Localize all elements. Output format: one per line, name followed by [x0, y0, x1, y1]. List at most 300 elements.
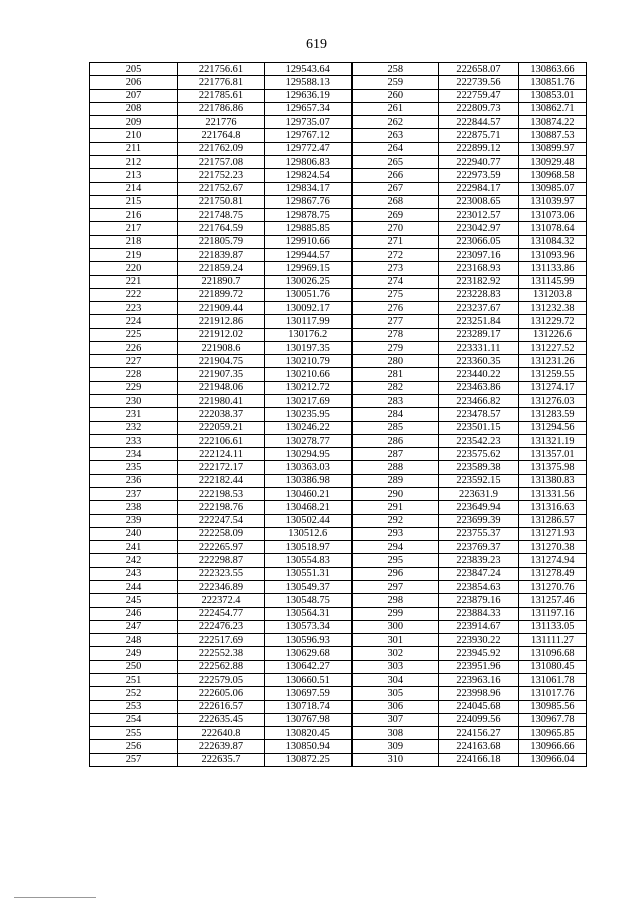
table-cell-x-coordinate: 221750.81 [178, 195, 265, 208]
table-cell-point-number: 229 [90, 381, 178, 394]
table-cell-point-number: 248 [90, 634, 178, 647]
table-row [90, 235, 587, 248]
table-cell-x-coordinate: 222940.77 [439, 155, 519, 168]
table-cell-point-number: 215 [90, 195, 178, 208]
table-cell-x-coordinate: 222106.61 [178, 434, 265, 447]
table-cell-point-number: 242 [90, 554, 178, 567]
table-cell-point-number: 298 [352, 594, 439, 607]
table-cell-x-coordinate: 223589.38 [439, 461, 519, 474]
table-cell-y-coordinate: 131278.49 [519, 567, 587, 580]
table-cell-point-number: 295 [352, 554, 439, 567]
table-cell-point-number: 306 [352, 700, 439, 713]
table-row [90, 527, 587, 540]
table-cell-point-number: 230 [90, 395, 178, 408]
table-cell-point-number: 281 [352, 368, 439, 381]
table-cell-y-coordinate: 130887.53 [519, 129, 587, 142]
table-cell-y-coordinate: 130217.69 [265, 395, 352, 408]
table-cell-y-coordinate: 130548.75 [265, 594, 352, 607]
table-cell-point-number: 253 [90, 700, 178, 713]
table-cell-x-coordinate: 223930.22 [439, 634, 519, 647]
table-row [90, 408, 587, 421]
table-cell-x-coordinate: 222454.77 [178, 607, 265, 620]
table-cell-point-number: 258 [352, 63, 439, 76]
table-cell-x-coordinate: 222198.76 [178, 501, 265, 514]
table-cell-y-coordinate: 131226.6 [519, 328, 587, 341]
table-cell-point-number: 274 [352, 275, 439, 288]
table-cell-y-coordinate: 130968.58 [519, 169, 587, 182]
table-row [90, 155, 587, 168]
table-cell-y-coordinate: 130985.07 [519, 182, 587, 195]
table-cell-y-coordinate: 129657.34 [265, 102, 352, 115]
table-cell-point-number: 283 [352, 395, 439, 408]
table-cell-y-coordinate: 130212.72 [265, 381, 352, 394]
table-cell-y-coordinate: 130863.66 [519, 63, 587, 76]
table-cell-point-number: 226 [90, 341, 178, 354]
table-cell-x-coordinate: 223592.15 [439, 474, 519, 487]
table-cell-x-coordinate: 222172.17 [178, 461, 265, 474]
table-cell-point-number: 246 [90, 607, 178, 620]
table-cell-x-coordinate: 221839.87 [178, 248, 265, 261]
table-cell-x-coordinate: 221764.8 [178, 129, 265, 142]
table-cell-x-coordinate: 223575.62 [439, 448, 519, 461]
table-cell-point-number: 216 [90, 209, 178, 222]
table-cell-point-number: 304 [352, 673, 439, 686]
table-cell-y-coordinate: 130929.48 [519, 155, 587, 168]
table-cell-point-number: 222 [90, 288, 178, 301]
table-cell-y-coordinate: 130092.17 [265, 302, 352, 315]
table-cell-y-coordinate: 131227.52 [519, 341, 587, 354]
table-cell-y-coordinate: 130966.04 [519, 753, 587, 766]
table-cell-x-coordinate: 222552.38 [178, 647, 265, 660]
table-row [90, 474, 587, 487]
table-cell-x-coordinate: 222298.87 [178, 554, 265, 567]
table-cell-x-coordinate: 222635.7 [178, 753, 265, 766]
table-cell-point-number: 265 [352, 155, 439, 168]
table-cell-x-coordinate: 223649.94 [439, 501, 519, 514]
table-row [90, 753, 587, 766]
table-cell-y-coordinate: 131073.06 [519, 209, 587, 222]
table-cell-point-number: 276 [352, 302, 439, 315]
table-cell-y-coordinate: 131093.96 [519, 248, 587, 261]
table-cell-x-coordinate: 222639.87 [178, 740, 265, 753]
table-cell-y-coordinate: 130642.27 [265, 660, 352, 673]
table-cell-point-number: 286 [352, 434, 439, 447]
table-cell-x-coordinate: 223699.39 [439, 514, 519, 527]
table-cell-x-coordinate: 222739.56 [439, 76, 519, 89]
table-cell-x-coordinate: 223839.23 [439, 554, 519, 567]
table-cell-point-number: 252 [90, 687, 178, 700]
table-cell-x-coordinate: 223463.86 [439, 381, 519, 394]
table-cell-point-number: 302 [352, 647, 439, 660]
table-cell-point-number: 299 [352, 607, 439, 620]
table-cell-point-number: 260 [352, 89, 439, 102]
table-cell-point-number: 218 [90, 235, 178, 248]
table-cell-y-coordinate: 129806.83 [265, 155, 352, 168]
table-cell-x-coordinate: 221980.41 [178, 395, 265, 408]
table-cell-point-number: 206 [90, 76, 178, 89]
table-cell-point-number: 288 [352, 461, 439, 474]
table-cell-y-coordinate: 130850.94 [265, 740, 352, 753]
table-cell-y-coordinate: 130629.68 [265, 647, 352, 660]
table-cell-y-coordinate: 130460.21 [265, 488, 352, 501]
table-cell-x-coordinate: 223228.83 [439, 288, 519, 301]
table-cell-x-coordinate: 222247.54 [178, 514, 265, 527]
table-row [90, 248, 587, 261]
table-cell-y-coordinate: 130851.76 [519, 76, 587, 89]
table-row [90, 607, 587, 620]
table-row [90, 580, 587, 593]
table-cell-point-number: 310 [352, 753, 439, 766]
table-cell-point-number: 266 [352, 169, 439, 182]
table-cell-x-coordinate: 221890.7 [178, 275, 265, 288]
table-cell-point-number: 271 [352, 235, 439, 248]
table-cell-y-coordinate: 129834.17 [265, 182, 352, 195]
table-cell-y-coordinate: 131203.8 [519, 288, 587, 301]
table-cell-point-number: 256 [90, 740, 178, 753]
table-row [90, 687, 587, 700]
table-cell-point-number: 225 [90, 328, 178, 341]
table-cell-x-coordinate: 223012.57 [439, 209, 519, 222]
table-cell-x-coordinate: 223914.67 [439, 620, 519, 633]
table-cell-x-coordinate: 222372.4 [178, 594, 265, 607]
table-cell-y-coordinate: 130966.66 [519, 740, 587, 753]
table-cell-point-number: 205 [90, 63, 178, 76]
table-cell-x-coordinate: 223008.65 [439, 195, 519, 208]
table-cell-point-number: 209 [90, 116, 178, 129]
table-cell-point-number: 211 [90, 142, 178, 155]
table-row [90, 76, 587, 89]
table-cell-point-number: 290 [352, 488, 439, 501]
table-cell-point-number: 262 [352, 116, 439, 129]
table-cell-x-coordinate: 223097.16 [439, 248, 519, 261]
table-cell-x-coordinate: 223998.96 [439, 687, 519, 700]
table-cell-point-number: 284 [352, 408, 439, 421]
table-cell-x-coordinate: 222476.23 [178, 620, 265, 633]
table-cell-point-number: 219 [90, 248, 178, 261]
table-cell-y-coordinate: 130502.44 [265, 514, 352, 527]
table-row [90, 195, 587, 208]
table-cell-y-coordinate: 130518.97 [265, 541, 352, 554]
table-cell-x-coordinate: 222635.45 [178, 713, 265, 726]
table-cell-y-coordinate: 131080.45 [519, 660, 587, 673]
table-cell-y-coordinate: 130549.37 [265, 580, 352, 593]
table-cell-y-coordinate: 130660.51 [265, 673, 352, 686]
table-cell-point-number: 221 [90, 275, 178, 288]
table-cell-x-coordinate: 222899.12 [439, 142, 519, 155]
table-cell-y-coordinate: 130554.83 [265, 554, 352, 567]
table-cell-x-coordinate: 223884.33 [439, 607, 519, 620]
table-cell-point-number: 207 [90, 89, 178, 102]
table-row [90, 514, 587, 527]
table-cell-x-coordinate: 221764.59 [178, 222, 265, 235]
table-row [90, 620, 587, 633]
table-cell-point-number: 231 [90, 408, 178, 421]
table-cell-y-coordinate: 130718.74 [265, 700, 352, 713]
table-cell-y-coordinate: 131331.56 [519, 488, 587, 501]
table-cell-y-coordinate: 129910.66 [265, 235, 352, 248]
table-cell-y-coordinate: 130197.35 [265, 341, 352, 354]
table-cell-x-coordinate: 224045.68 [439, 700, 519, 713]
table-cell-point-number: 267 [352, 182, 439, 195]
table-row [90, 142, 587, 155]
table-cell-point-number: 223 [90, 302, 178, 315]
table-cell-x-coordinate: 221786.86 [178, 102, 265, 115]
table-cell-x-coordinate: 223501.15 [439, 421, 519, 434]
table-cell-point-number: 291 [352, 501, 439, 514]
table-cell-point-number: 241 [90, 541, 178, 554]
table-row [90, 700, 587, 713]
table-cell-y-coordinate: 130468.21 [265, 501, 352, 514]
table-cell-point-number: 232 [90, 421, 178, 434]
table-cell-point-number: 234 [90, 448, 178, 461]
table-cell-y-coordinate: 131061.78 [519, 673, 587, 686]
table-cell-y-coordinate: 131321.19 [519, 434, 587, 447]
table-cell-y-coordinate: 129867.76 [265, 195, 352, 208]
table-row [90, 275, 587, 288]
table-cell-x-coordinate: 223854.63 [439, 580, 519, 593]
table-cell-y-coordinate: 130386.98 [265, 474, 352, 487]
table-cell-point-number: 251 [90, 673, 178, 686]
coordinates-table [89, 62, 587, 767]
table-cell-y-coordinate: 129969.15 [265, 262, 352, 275]
table-cell-y-coordinate: 130967.78 [519, 713, 587, 726]
table-cell-x-coordinate: 223542.23 [439, 434, 519, 447]
table-row [90, 381, 587, 394]
table-cell-x-coordinate: 222875.71 [439, 129, 519, 142]
table-cell-point-number: 233 [90, 434, 178, 447]
table-cell-point-number: 238 [90, 501, 178, 514]
table-cell-point-number: 287 [352, 448, 439, 461]
table-cell-y-coordinate: 131133.05 [519, 620, 587, 633]
table-row [90, 102, 587, 115]
table-cell-x-coordinate: 223360.35 [439, 355, 519, 368]
table-row [90, 341, 587, 354]
table-cell-point-number: 220 [90, 262, 178, 275]
table-cell-x-coordinate: 224163.68 [439, 740, 519, 753]
table-cell-x-coordinate: 222182.44 [178, 474, 265, 487]
table-cell-point-number: 273 [352, 262, 439, 275]
table-cell-x-coordinate: 223440.22 [439, 368, 519, 381]
table-cell-point-number: 278 [352, 328, 439, 341]
table-cell-y-coordinate: 130872.25 [265, 753, 352, 766]
table-cell-y-coordinate: 131197.16 [519, 607, 587, 620]
table-cell-x-coordinate: 222809.73 [439, 102, 519, 115]
table-cell-x-coordinate: 222562.88 [178, 660, 265, 673]
table-cell-y-coordinate: 131133.86 [519, 262, 587, 275]
table-row [90, 567, 587, 580]
table-cell-y-coordinate: 131316.63 [519, 501, 587, 514]
table-cell-point-number: 255 [90, 727, 178, 740]
table-cell-point-number: 300 [352, 620, 439, 633]
table-row [90, 673, 587, 686]
table-cell-x-coordinate: 223951.96 [439, 660, 519, 673]
table-cell-point-number: 237 [90, 488, 178, 501]
table-cell-y-coordinate: 129588.13 [265, 76, 352, 89]
table-cell-x-coordinate: 223182.92 [439, 275, 519, 288]
table-cell-y-coordinate: 129944.57 [265, 248, 352, 261]
table-cell-y-coordinate: 129885.85 [265, 222, 352, 235]
table-cell-x-coordinate: 222973.59 [439, 169, 519, 182]
table-cell-point-number: 224 [90, 315, 178, 328]
table-row [90, 647, 587, 660]
table-cell-point-number: 217 [90, 222, 178, 235]
table-cell-point-number: 213 [90, 169, 178, 182]
table-cell-x-coordinate: 221776.81 [178, 76, 265, 89]
table-cell-point-number: 244 [90, 580, 178, 593]
table-cell-y-coordinate: 130246.22 [265, 421, 352, 434]
table-cell-point-number: 250 [90, 660, 178, 673]
table-cell-x-coordinate: 223631.9 [439, 488, 519, 501]
table-cell-x-coordinate: 222265.97 [178, 541, 265, 554]
table-row [90, 634, 587, 647]
table-cell-point-number: 210 [90, 129, 178, 142]
table-cell-point-number: 277 [352, 315, 439, 328]
table-cell-point-number: 208 [90, 102, 178, 115]
table-cell-point-number: 275 [352, 288, 439, 301]
table-cell-y-coordinate: 130117.99 [265, 315, 352, 328]
table-cell-x-coordinate: 221752.67 [178, 182, 265, 195]
table-row [90, 421, 587, 434]
table-cell-x-coordinate: 222038.37 [178, 408, 265, 421]
table-cell-y-coordinate: 131271.93 [519, 527, 587, 540]
table-cell-x-coordinate: 221762.09 [178, 142, 265, 155]
table-cell-point-number: 292 [352, 514, 439, 527]
table-cell-point-number: 264 [352, 142, 439, 155]
table-cell-y-coordinate: 130026.25 [265, 275, 352, 288]
table-row [90, 315, 587, 328]
table-cell-point-number: 254 [90, 713, 178, 726]
table-cell-point-number: 272 [352, 248, 439, 261]
table-row [90, 116, 587, 129]
table-cell-x-coordinate: 222658.07 [439, 63, 519, 76]
table-cell-y-coordinate: 130512.6 [265, 527, 352, 540]
table-cell-point-number: 293 [352, 527, 439, 540]
table-cell-y-coordinate: 131259.55 [519, 368, 587, 381]
table-cell-y-coordinate: 131078.64 [519, 222, 587, 235]
table-cell-y-coordinate: 129772.47 [265, 142, 352, 155]
table-cell-x-coordinate: 222323.55 [178, 567, 265, 580]
table-cell-x-coordinate: 223168.93 [439, 262, 519, 275]
table-row [90, 182, 587, 195]
table-cell-point-number: 307 [352, 713, 439, 726]
table-cell-y-coordinate: 131357.01 [519, 448, 587, 461]
table-cell-x-coordinate: 221908.6 [178, 341, 265, 354]
table-cell-y-coordinate: 131283.59 [519, 408, 587, 421]
table-cell-y-coordinate: 131380.83 [519, 474, 587, 487]
footnote-divider [14, 897, 96, 898]
table-cell-y-coordinate: 131084.32 [519, 235, 587, 248]
table-cell-point-number: 263 [352, 129, 439, 142]
table-cell-y-coordinate: 131096.68 [519, 647, 587, 660]
table-cell-x-coordinate: 222346.89 [178, 580, 265, 593]
table-cell-x-coordinate: 221904.75 [178, 355, 265, 368]
table-cell-point-number: 212 [90, 155, 178, 168]
table-cell-point-number: 239 [90, 514, 178, 527]
table-cell-point-number: 249 [90, 647, 178, 660]
table-row [90, 554, 587, 567]
table-cell-point-number: 289 [352, 474, 439, 487]
table-row [90, 89, 587, 102]
table-cell-y-coordinate: 131229.72 [519, 315, 587, 328]
coordinates-table-body [90, 63, 587, 767]
table-cell-x-coordinate: 222616.57 [178, 700, 265, 713]
table-cell-y-coordinate: 131017.76 [519, 687, 587, 700]
table-cell-x-coordinate: 222759.47 [439, 89, 519, 102]
table-cell-x-coordinate: 222984.17 [439, 182, 519, 195]
table-cell-x-coordinate: 223237.67 [439, 302, 519, 315]
table-row [90, 209, 587, 222]
table-cell-y-coordinate: 130899.97 [519, 142, 587, 155]
table-cell-point-number: 301 [352, 634, 439, 647]
table-cell-y-coordinate: 131270.76 [519, 580, 587, 593]
table-cell-point-number: 257 [90, 753, 178, 766]
table-cell-y-coordinate: 130573.34 [265, 620, 352, 633]
table-cell-point-number: 282 [352, 381, 439, 394]
table-cell-y-coordinate: 130551.31 [265, 567, 352, 580]
table-cell-x-coordinate: 223251.84 [439, 315, 519, 328]
table-cell-x-coordinate: 223755.37 [439, 527, 519, 540]
table-row [90, 395, 587, 408]
table-cell-point-number: 270 [352, 222, 439, 235]
table-cell-point-number: 279 [352, 341, 439, 354]
table-cell-y-coordinate: 131270.38 [519, 541, 587, 554]
table-row [90, 222, 587, 235]
table-row [90, 368, 587, 381]
table-cell-y-coordinate: 129767.12 [265, 129, 352, 142]
table-cell-y-coordinate: 130278.77 [265, 434, 352, 447]
table-cell-point-number: 296 [352, 567, 439, 580]
table-cell-point-number: 269 [352, 209, 439, 222]
table-cell-y-coordinate: 130985.56 [519, 700, 587, 713]
table-cell-x-coordinate: 222258.09 [178, 527, 265, 540]
table-cell-y-coordinate: 129878.75 [265, 209, 352, 222]
table-cell-x-coordinate: 221948.06 [178, 381, 265, 394]
table-cell-point-number: 240 [90, 527, 178, 540]
table-cell-x-coordinate: 223847.24 [439, 567, 519, 580]
table-row [90, 541, 587, 554]
table-row [90, 355, 587, 368]
table-cell-y-coordinate: 130820.45 [265, 727, 352, 740]
table-row [90, 328, 587, 341]
table-row [90, 594, 587, 607]
table-row [90, 169, 587, 182]
table-cell-y-coordinate: 129824.54 [265, 169, 352, 182]
table-row [90, 288, 587, 301]
table-cell-point-number: 214 [90, 182, 178, 195]
table-cell-point-number: 227 [90, 355, 178, 368]
table-cell-x-coordinate: 223963.16 [439, 673, 519, 686]
table-cell-x-coordinate: 221899.72 [178, 288, 265, 301]
table-cell-y-coordinate: 130965.85 [519, 727, 587, 740]
table-cell-x-coordinate: 221912.86 [178, 315, 265, 328]
table-cell-y-coordinate: 131274.94 [519, 554, 587, 567]
page-number: 619 [306, 37, 327, 52]
table-cell-y-coordinate: 130051.76 [265, 288, 352, 301]
table-cell-point-number: 297 [352, 580, 439, 593]
table-cell-x-coordinate: 223478.57 [439, 408, 519, 421]
table-cell-x-coordinate: 221748.75 [178, 209, 265, 222]
table-cell-y-coordinate: 130596.93 [265, 634, 352, 647]
table-cell-x-coordinate: 222124.11 [178, 448, 265, 461]
table-row [90, 461, 587, 474]
table-cell-x-coordinate: 222640.8 [178, 727, 265, 740]
table-cell-y-coordinate: 130862.71 [519, 102, 587, 115]
table-cell-y-coordinate: 129543.64 [265, 63, 352, 76]
table-cell-y-coordinate: 130564.31 [265, 607, 352, 620]
table-cell-point-number: 308 [352, 727, 439, 740]
table-cell-y-coordinate: 130767.98 [265, 713, 352, 726]
table-cell-point-number: 235 [90, 461, 178, 474]
